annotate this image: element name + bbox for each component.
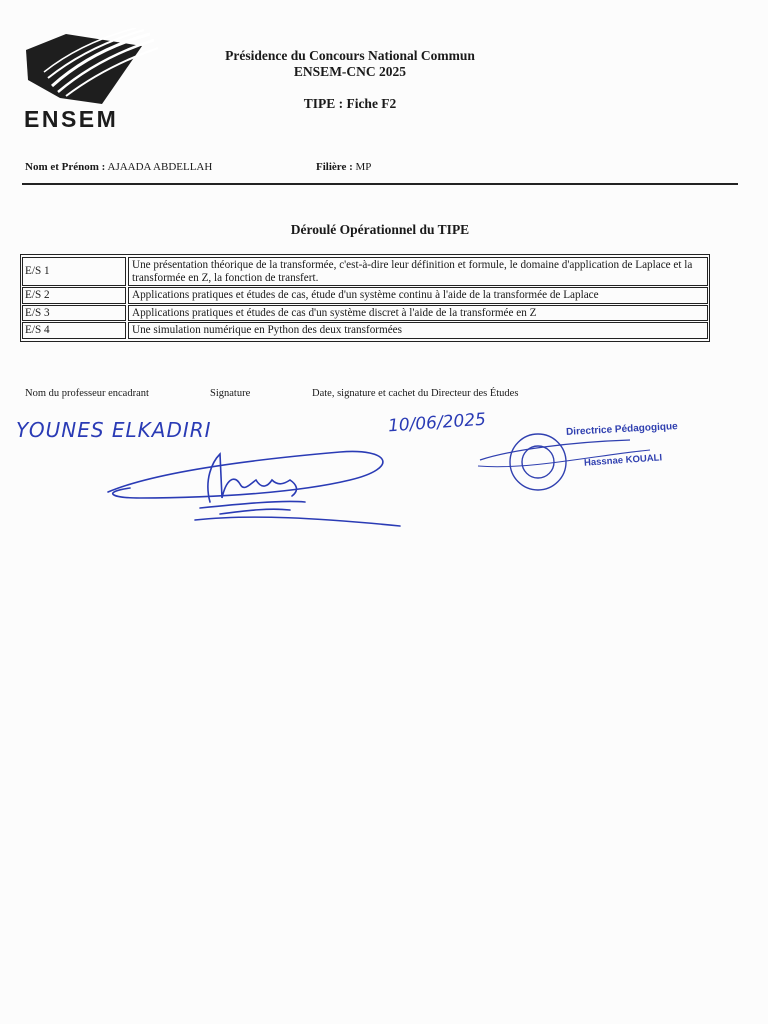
logo-text: ENSEM [24,106,119,132]
header-line-2: ENSEM-CNC 2025 [293,64,407,79]
student-name [25,161,212,173]
header-divider [22,183,738,185]
section-title: Déroulé Opérationnel du TIPE [290,222,470,237]
row-description: Une simulation numérique en Python des deux transformées [128,322,708,339]
professor-signature [100,440,410,535]
stamp-name: Hassnae KOUALI [583,452,663,469]
name-label: Nom et Prénom : [25,161,106,173]
filiere-value: MP [355,161,372,173]
student-filiere [316,161,371,173]
row-description: Une présentation théorique de la transformée, c'est-à-dire leur définition et formule, le domaine d'application de Laplace et la transformée en Z, la fonction de transfert. [128,257,708,286]
row-description: Applications pratiques et études de cas d'un système discret à l'aide de la transformée en Z [128,305,708,322]
row-code: E/S 4 [22,322,126,339]
header-line-1: Présidence du Concours National Commun [225,48,475,63]
stamp-title: Directrice Pédagogique [565,421,678,438]
row-code: E/S 1 [22,257,126,286]
professor-label: Nom du professeur encadrant [25,388,149,399]
director-label: Date, signature et cachet du Directeur des Études [312,388,519,399]
row-code: E/S 3 [22,305,126,322]
table-row [22,257,708,286]
table-row [22,305,708,322]
row-description: Applications pratiques et études de cas, étude d'un système continu à l'aide de la transformée de Laplace [128,287,708,304]
ensem-logo-emblem [22,28,162,108]
operations-table [20,254,710,342]
table-row [22,287,708,304]
name-value: AJAADA ABDELLAH [107,161,213,173]
table-row [22,322,708,339]
filiere-label: Filière : [316,161,353,173]
signature-label: Signature [210,388,251,399]
handwritten-professor-name: YOUNES ELKADIRI [16,418,212,442]
handwritten-date: 10/06/2025 [387,409,487,437]
row-code: E/S 2 [22,287,126,304]
form-title: TIPE : Fiche F2 [303,96,397,111]
ensem-logo [22,28,162,132]
